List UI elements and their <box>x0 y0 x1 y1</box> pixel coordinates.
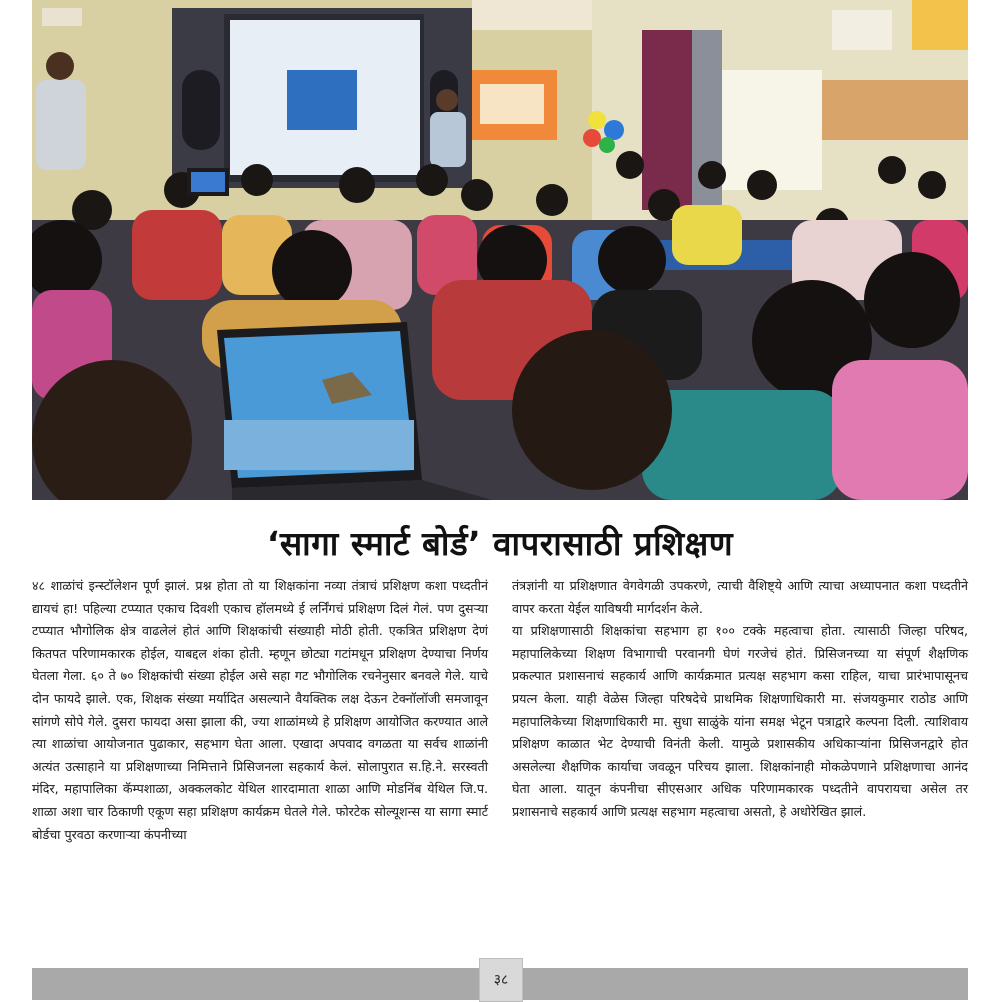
paragraph: या प्रशिक्षणासाठी शिक्षकांचा सहभाग हा १०० टक्के महत्वाचा होता. त्यासाठी जिल्हा परिषद, महापालिकेच्या शिक्षण विभागाची परवानगी घेणं गरजेचं होतं. प्रिसिजनच्या या संपूर्ण शैक्षणिक प्रकल्पात प्रशासनाचं सहकार्य आणि कार्यक्रमात प्रत्यक्ष सहभाग कसा राहिल, याचा प्रारंभापासूनच प्रयत्न केला. याही वेळेस जिल्हा परिषदेचे प्राथमिक शिक्षणाधिकारी मा. संजयकुमार राठोड आणि महापालिकेच्या शिक्षणाधिकारी मा. सुधा साळुंके यांना समक्ष भेटून पत्राद्वारे कल्पना दिली. त्याशिवाय प्रशिक्षण काळात भेट देण्याची विनंती केली. यामुळे प्रशासकीय अधिकाऱ्यांना प्रिसिजनद्वारे होत असलेल्या शैक्षणिक कार्याचा जवळून परिचय झाला. शिक्षकांनाही मोकळेपणाने प्रशिक्षणाचा आनंद घेता आला. यातून कंपनीचा सीएसआर अधिक परिणामकारक पध्दतीने वापरायचा असेल तर प्रशासनाचे सहकार्य आणि प्रत्यक्ष सहभाग महत्वाचा असतो, हे अधोरेखित झालं. <box>512 623 968 819</box>
article-headline: ‘सागा स्मार्ट बोर्ड’ वापरासाठी प्रशिक्षण <box>266 524 734 563</box>
paragraph: ४८ शाळांचं इन्स्टॉलेशन पूर्ण झालं. प्रश्न होता तो या शिक्षकांना नव्या तंत्राचं प्रशिक्षण कशा पध्दतीनं द्यायचं हा! पहिल्या टप्प्यात एकाच दिवशी एकाच हॉलमध्ये ई लर्निंगचं प्रशिक्षण दिलं गेलं. पण दुसऱ्या टप्प्यात भौगोलिक क्षेत्र वाढलेलं होतं आणि शिक्षकांची संख्याही मोठी होती. एकत्रित प्रशिक्षण देणं कितपत परिणामकारक होईल, याबद्दल शंका होती. म्हणून छोट्या गटांमधून प्रशिक्षण देण्याचा निर्णय घेतला गेला. ६० ते ७० शिक्षकांची संख्या होईल असे सहा गट भौगोलिक रचनेनुसार बनवले गेले. याचे दोन फायदे झाले. एक, शिक्षक संख्या मर्यादित असल्याने वैयक्तिक लक्ष देऊन टेक्नॉलॉजी समजावून सांगणे सोपे गेले. दुसरा फायदा असा झाला की, ज्या शाळांमध्ये हे प्रशिक्षण आयोजित करण्यात आले त्या शाळांचा आयोजनात पुढाकार, सहभाग घेता आला. एखादा अपवाद वगळता या सर्वच शाळांनी अत्यंत उत्साहाने या प्रशिक्षणाच्या निमित्ताने प्रिसिजनला सहकार्य केलं. सोलापुरात स.हि.ने. सरस्वती मंदिर, महापालिका कॅम्पशाळा, अक्कलकोट येथिल शारदामाता शाळा आणि मोडनिंब येथिल जि.प. शाळा अशा चार ठिकाणी एकूण सहा प्रशिक्षण कार्यक्रम घेतले गेले. फोरटेक सोल्यूशन्स या सागा स्मार्ट बोर्डचा पुरवठा करणाऱ्या कंपनीच्या <box>32 578 488 842</box>
article-column-left <box>32 575 488 846</box>
article-column-right <box>512 575 968 824</box>
paragraph: तंत्रज्ञांनी या प्रशिक्षणात वेगवेगळी उपकरणे, त्याची वैशिष्ट्ये आणि त्याचा अध्यापनात कशा पध्दतीने वापर करता येईल याविषयी मार्गदर्शन केले. <box>512 578 968 616</box>
page-number: ३८ <box>479 958 523 1002</box>
classroom-photo <box>32 0 968 500</box>
